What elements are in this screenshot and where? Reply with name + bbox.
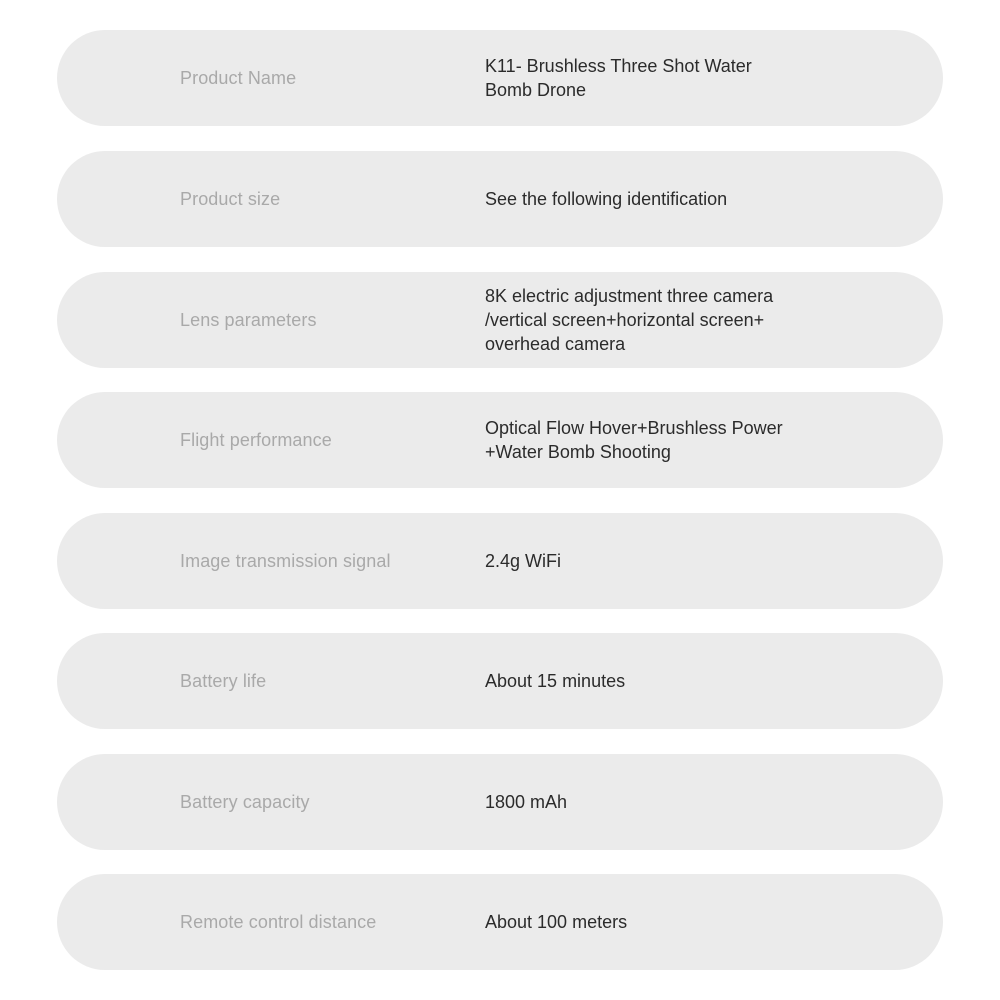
spec-label: Product size xyxy=(180,188,281,209)
spec-label: Product Name xyxy=(180,67,297,88)
spec-label: Battery capacity xyxy=(180,791,310,812)
spec-value: Optical Flow Hover+Brushless Power +Water Bomb Shooting xyxy=(485,418,783,462)
spec-value: 1800 mAh xyxy=(485,792,568,812)
spec-row-product-size xyxy=(57,151,943,247)
spec-row-product-name xyxy=(57,30,943,126)
spec-label: Flight performance xyxy=(180,429,332,450)
spec-value: K11- Brushless Three Shot Water Bomb Drone xyxy=(485,56,752,100)
spec-row-remote-distance xyxy=(57,874,943,970)
spec-label: Battery life xyxy=(180,670,267,691)
spec-label: Lens parameters xyxy=(180,309,317,330)
spec-value: 8K electric adjustment three camera /vertical screen+horizontal screen+ overhead camera xyxy=(485,286,774,354)
spec-row-battery-capacity xyxy=(57,754,943,850)
spec-value: 2.4g WiFi xyxy=(485,551,562,571)
spec-row-flight-performance xyxy=(57,392,943,488)
spec-label: Image transmission signal xyxy=(180,550,391,571)
spec-row-battery-life xyxy=(57,633,943,729)
spec-value: About 100 meters xyxy=(485,912,628,932)
spec-value: About 15 minutes xyxy=(485,671,626,691)
spec-row-lens-parameters xyxy=(57,272,943,368)
spec-label: Remote control distance xyxy=(180,911,377,932)
spec-row-image-transmission xyxy=(57,513,943,609)
spec-value: See the following identification xyxy=(485,189,728,209)
